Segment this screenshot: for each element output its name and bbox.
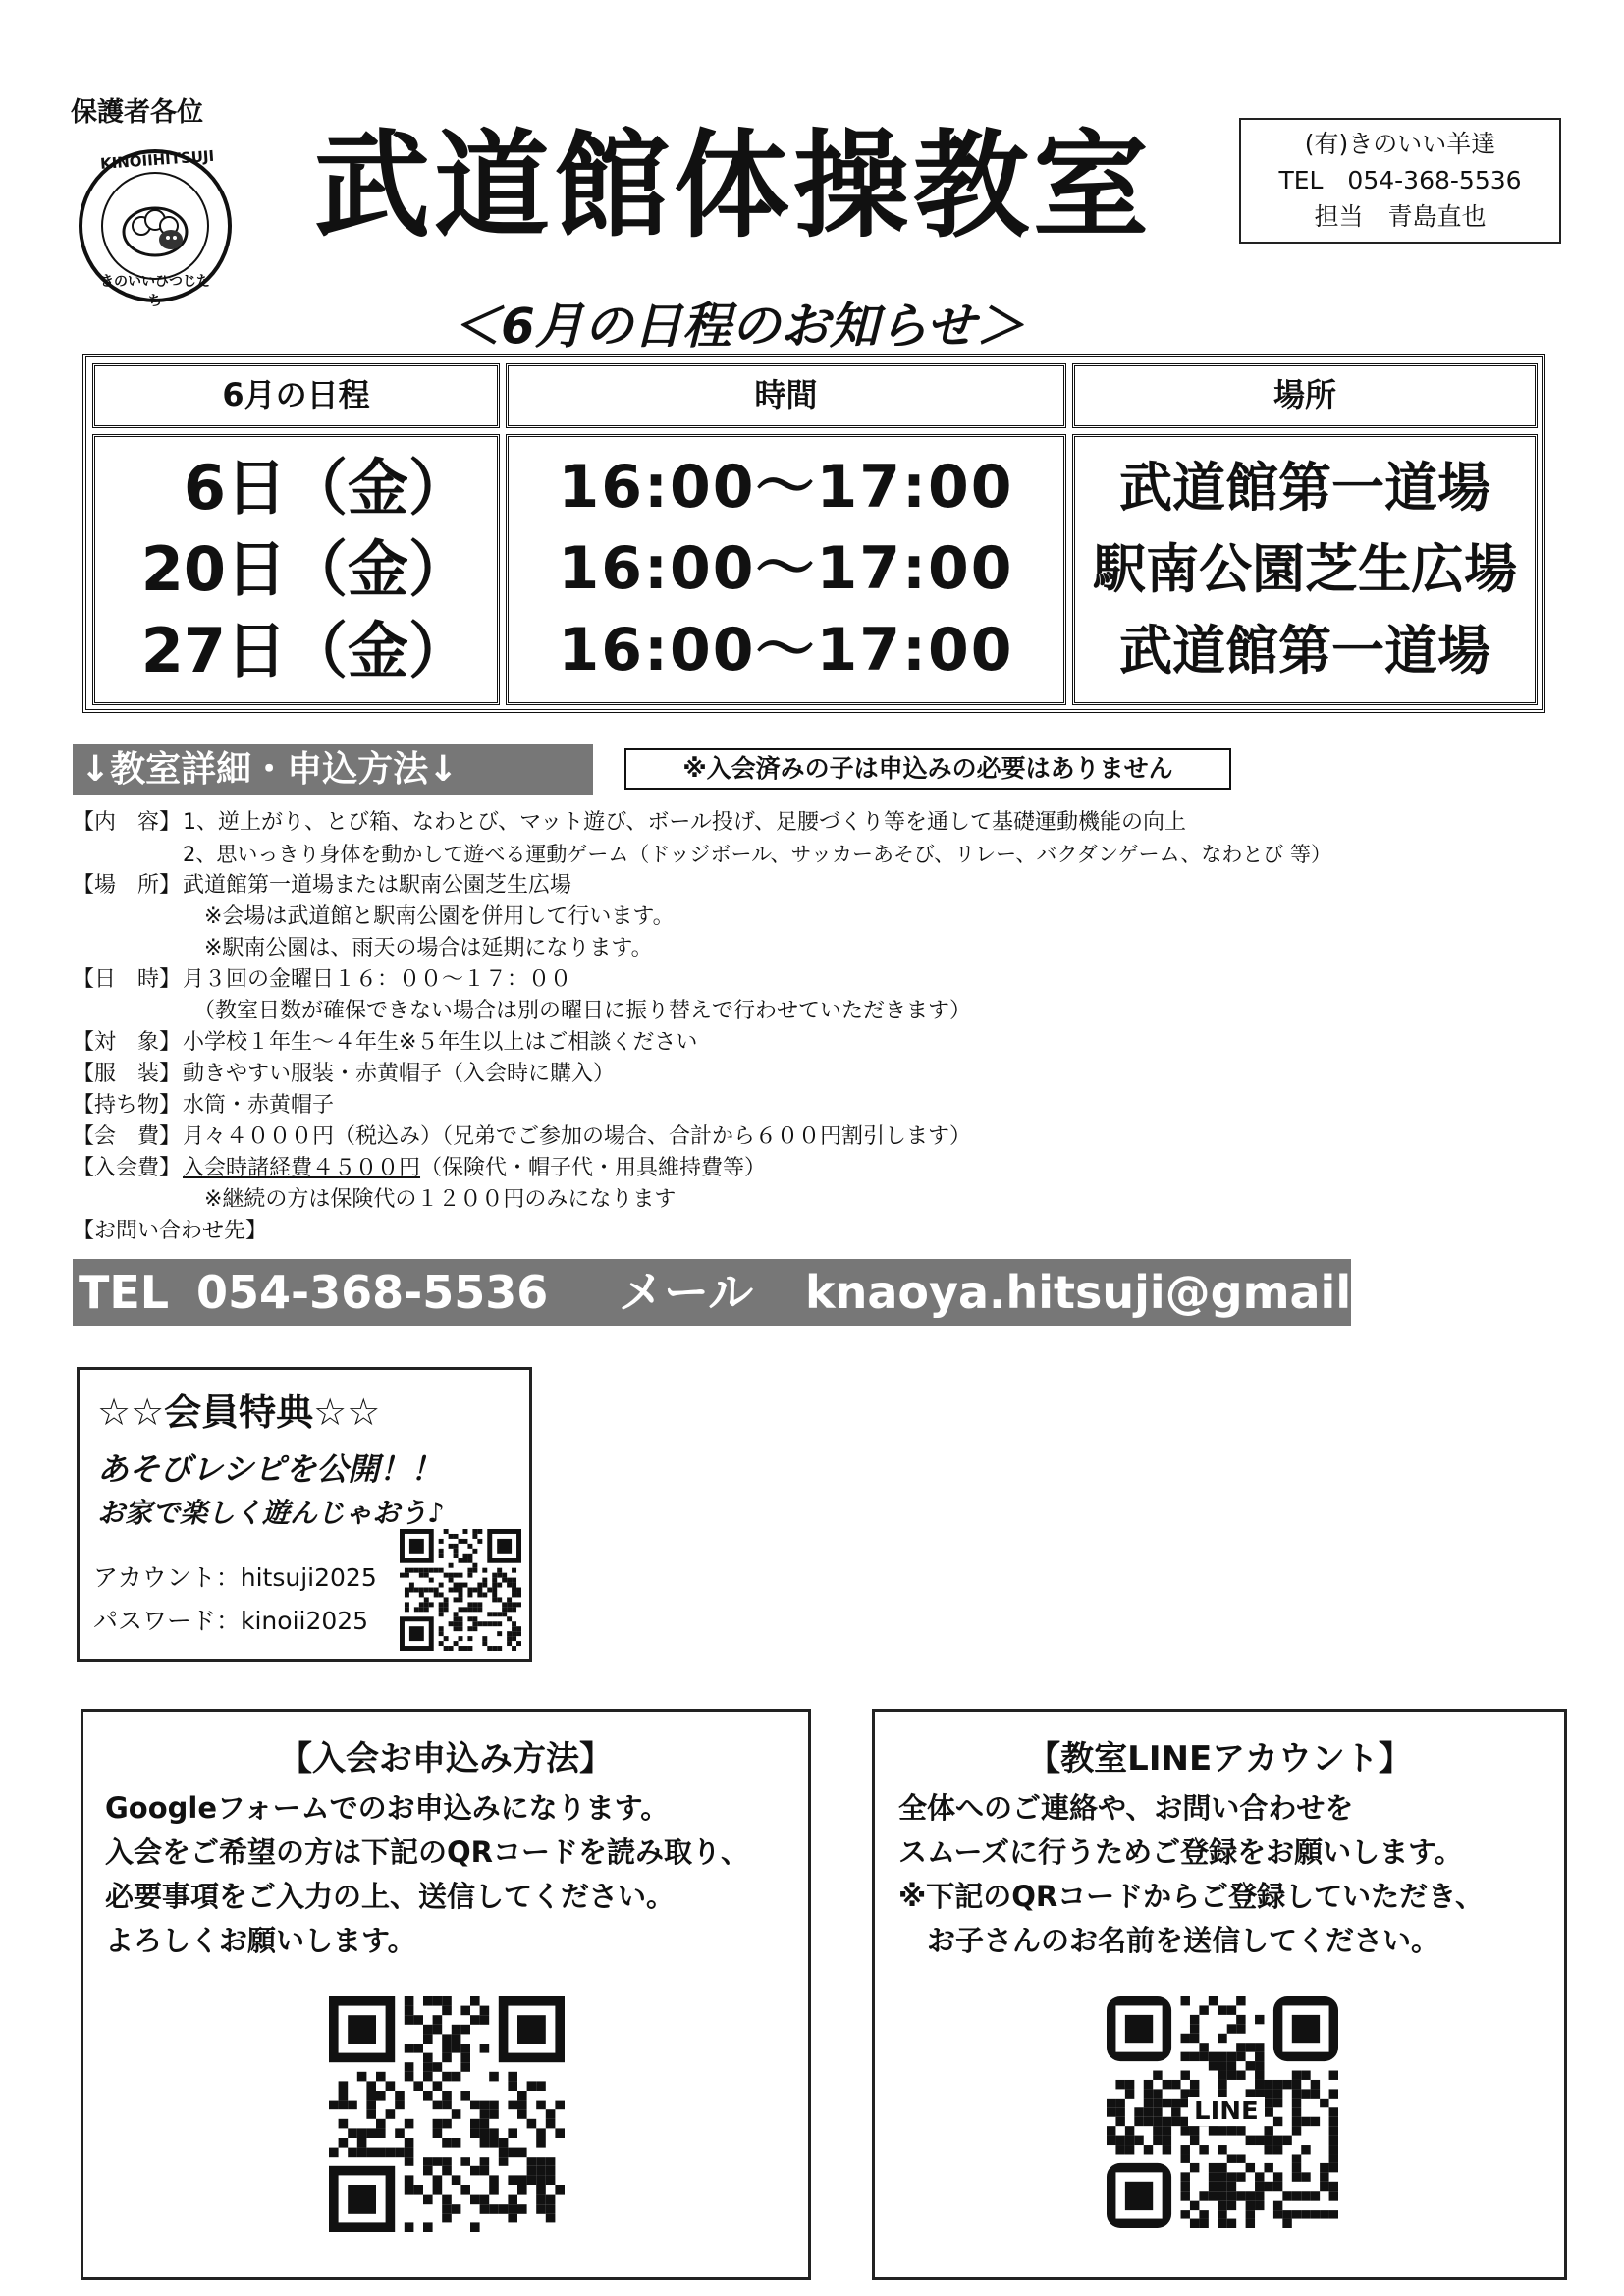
- line-panel-line: お子さんのお名前を送信してください。: [898, 1924, 1440, 1957]
- details-row: [73, 1059, 1555, 1090]
- details-label: [73, 933, 183, 964]
- details-text: ※駅南公園は、雨天の場合は延期になります。: [183, 936, 653, 960]
- details-label: 【内 容】: [73, 810, 182, 835]
- qr-code-icon[interactable]: [400, 1529, 521, 1651]
- details-label: [73, 1184, 183, 1216]
- details-text: 月々４０００円（税込み）（兄弟でご参加の場合、合計から６００円割引します）: [183, 1124, 972, 1149]
- details-text: ※会場は武道館と駅南公園を併用して行います。: [183, 904, 675, 929]
- details-label: [73, 839, 183, 870]
- details-text: 月３回の金曜日１６：００～１７：００: [183, 967, 572, 992]
- details-row: [73, 807, 1555, 839]
- schedule-time: 16:00～17:00: [558, 534, 1014, 603]
- details-note: ※入会済みの子は申込みの必要はありません: [624, 748, 1231, 790]
- member-account: アカウント：hitsuji2025: [93, 1563, 377, 1592]
- member-benefits-box: [77, 1367, 532, 1662]
- details-row: [73, 1184, 1555, 1216]
- contact-tel[interactable]: 054-368-5536: [196, 1266, 549, 1319]
- schedule-header-place: 場所: [1072, 363, 1538, 428]
- qr-code-icon[interactable]: [329, 1996, 565, 2232]
- contact-bar: [73, 1259, 1474, 1326]
- details-label: [73, 996, 183, 1027]
- details-label: 【対 象】: [73, 1030, 182, 1055]
- details-row: [73, 996, 1555, 1027]
- details-text: 小学校１年生～４年生※５年生以上はご相談ください: [183, 1030, 698, 1055]
- details-text: 水筒・赤黄帽子: [183, 1093, 335, 1118]
- details-label: 【場 所】: [73, 873, 182, 898]
- line-account-panel: [872, 1709, 1567, 2280]
- details-text: ※継続の方は保険代の１２００円のみになります: [183, 1187, 677, 1212]
- details-row: [73, 933, 1555, 964]
- logo-text-top: KINOIIHITSUJI: [99, 146, 215, 173]
- details-text: 武道館第一道場または駅南公園芝生広場: [183, 873, 572, 898]
- schedule-time-column: [506, 434, 1066, 705]
- company-contact: 担当 青島直也: [1314, 202, 1487, 231]
- schedule-place: 武道館第一道場: [1119, 457, 1490, 519]
- details-row: [73, 1090, 1555, 1121]
- details-banner: ↓教室詳細・申込方法↓: [73, 744, 593, 795]
- line-panel-title: 【教室LINEアカウント】: [1027, 1739, 1412, 1778]
- member-password: パスワード：kinoii2025: [93, 1607, 369, 1635]
- schedule-place: 駅南公園芝生広場: [1093, 538, 1517, 600]
- schedule-place-column: [1072, 434, 1538, 705]
- line-panel-line: ※下記のQRコードからご登録していただき、: [898, 1880, 1485, 1913]
- details-text: 1、逆上がり、とび箱、なわとび、マット遊び、ボール投げ、足腰づくり等を通して基礎運動機能の向上: [183, 810, 1187, 835]
- schedule-table: [82, 354, 1545, 713]
- member-line-1: あそびレシピを公開！！: [97, 1450, 443, 1488]
- sheep-logo-icon: [77, 146, 234, 309]
- line-panel-body: [898, 1786, 1484, 1963]
- entry-fee-note: （保険代・帽子代・用具維持費等）: [420, 1156, 767, 1180]
- details-text: 2、思いっきり身体を動かして遊べる運動ゲーム（ドッジボール、サッカーあそび、リレー、バクダンゲーム、なわとび 等）: [183, 843, 1331, 866]
- member-title: ☆☆会員特典☆☆: [97, 1391, 381, 1434]
- schedule-time: 16:00～17:00: [558, 616, 1014, 684]
- details-label: 【日 時】: [73, 967, 182, 992]
- schedule-time: 16:00～17:00: [558, 453, 1014, 521]
- join-panel-line: 必要事項をご入力の上、送信してください。: [105, 1880, 676, 1913]
- details-row: [73, 1153, 1555, 1184]
- join-panel-line: Googleフォームでのお申込みになります。: [105, 1791, 670, 1825]
- schedule-date: 6日（金）: [183, 452, 469, 523]
- contact-tel-label: TEL: [79, 1266, 170, 1319]
- logo-text-bottom: きのいいひつじたち: [100, 274, 210, 309]
- addressee: 保護者各位: [71, 97, 203, 128]
- member-line-2: お家で楽しく遊んじゃおう♪: [97, 1497, 445, 1529]
- schedule-header-time: 時間: [506, 363, 1066, 428]
- schedule-date: 20日（金）: [140, 533, 469, 605]
- details-row: [73, 839, 1555, 870]
- join-method-panel: [81, 1709, 811, 2280]
- details-label: [73, 902, 183, 933]
- contact-email-link[interactable]: knaoya.hitsuji@gmail.com: [805, 1266, 1474, 1319]
- company-info-box: [1239, 118, 1561, 244]
- details-list: [73, 807, 1555, 1247]
- join-panel-line: 入会をご希望の方は下記のQRコードを読み取り、: [105, 1835, 749, 1869]
- line-panel-line: 全体へのご連絡や、お問い合わせを: [898, 1791, 1354, 1825]
- schedule-date-column: [92, 434, 500, 705]
- details-row: [73, 1027, 1555, 1059]
- details-row: [73, 902, 1555, 933]
- schedule-date: 27日（金）: [140, 615, 469, 686]
- details-text: 動きやすい服装・赤黄帽子（入会時に購入）: [183, 1062, 616, 1086]
- contact-mail-label: メール: [619, 1266, 754, 1319]
- details-label: 【服 装】: [73, 1062, 182, 1086]
- details-label: 【会 費】: [73, 1124, 182, 1149]
- details-row: [73, 964, 1555, 996]
- page-title: 武道館体操教室: [314, 118, 1154, 253]
- details-text: [183, 1153, 1555, 1184]
- schedule-header-date: 6月の日程: [92, 363, 500, 428]
- page-subtitle: ＜6月の日程のお知らせ＞: [452, 298, 1025, 355]
- join-panel-body: [105, 1786, 749, 1963]
- entry-fee-amount: 入会時諸経費４５００円: [183, 1156, 421, 1180]
- schedule-place: 武道館第一道場: [1119, 620, 1490, 682]
- details-text: （教室日数が確保できない場合は別の曜日に振り替えで行わせていただきます）: [183, 999, 972, 1023]
- join-panel-line: よろしくお願いします。: [105, 1924, 416, 1957]
- details-row: [73, 1216, 1555, 1247]
- join-panel-title: 【入会お申込み方法】: [279, 1739, 613, 1778]
- details-label: 【持ち物】: [73, 1093, 182, 1118]
- details-row: [73, 1121, 1555, 1153]
- line-panel-line: スムーズに行うためご登録をお願いします。: [898, 1835, 1463, 1869]
- details-label: 【入会費】: [73, 1156, 182, 1180]
- company-name: (有)きのいい羊達: [1304, 130, 1496, 158]
- line-qr-badge: LINE: [1188, 2097, 1265, 2126]
- company-tel: TEL 054-368-5536: [1278, 166, 1522, 194]
- details-row: [73, 870, 1555, 902]
- details-label: 【お問い合わせ先】: [73, 1219, 268, 1243]
